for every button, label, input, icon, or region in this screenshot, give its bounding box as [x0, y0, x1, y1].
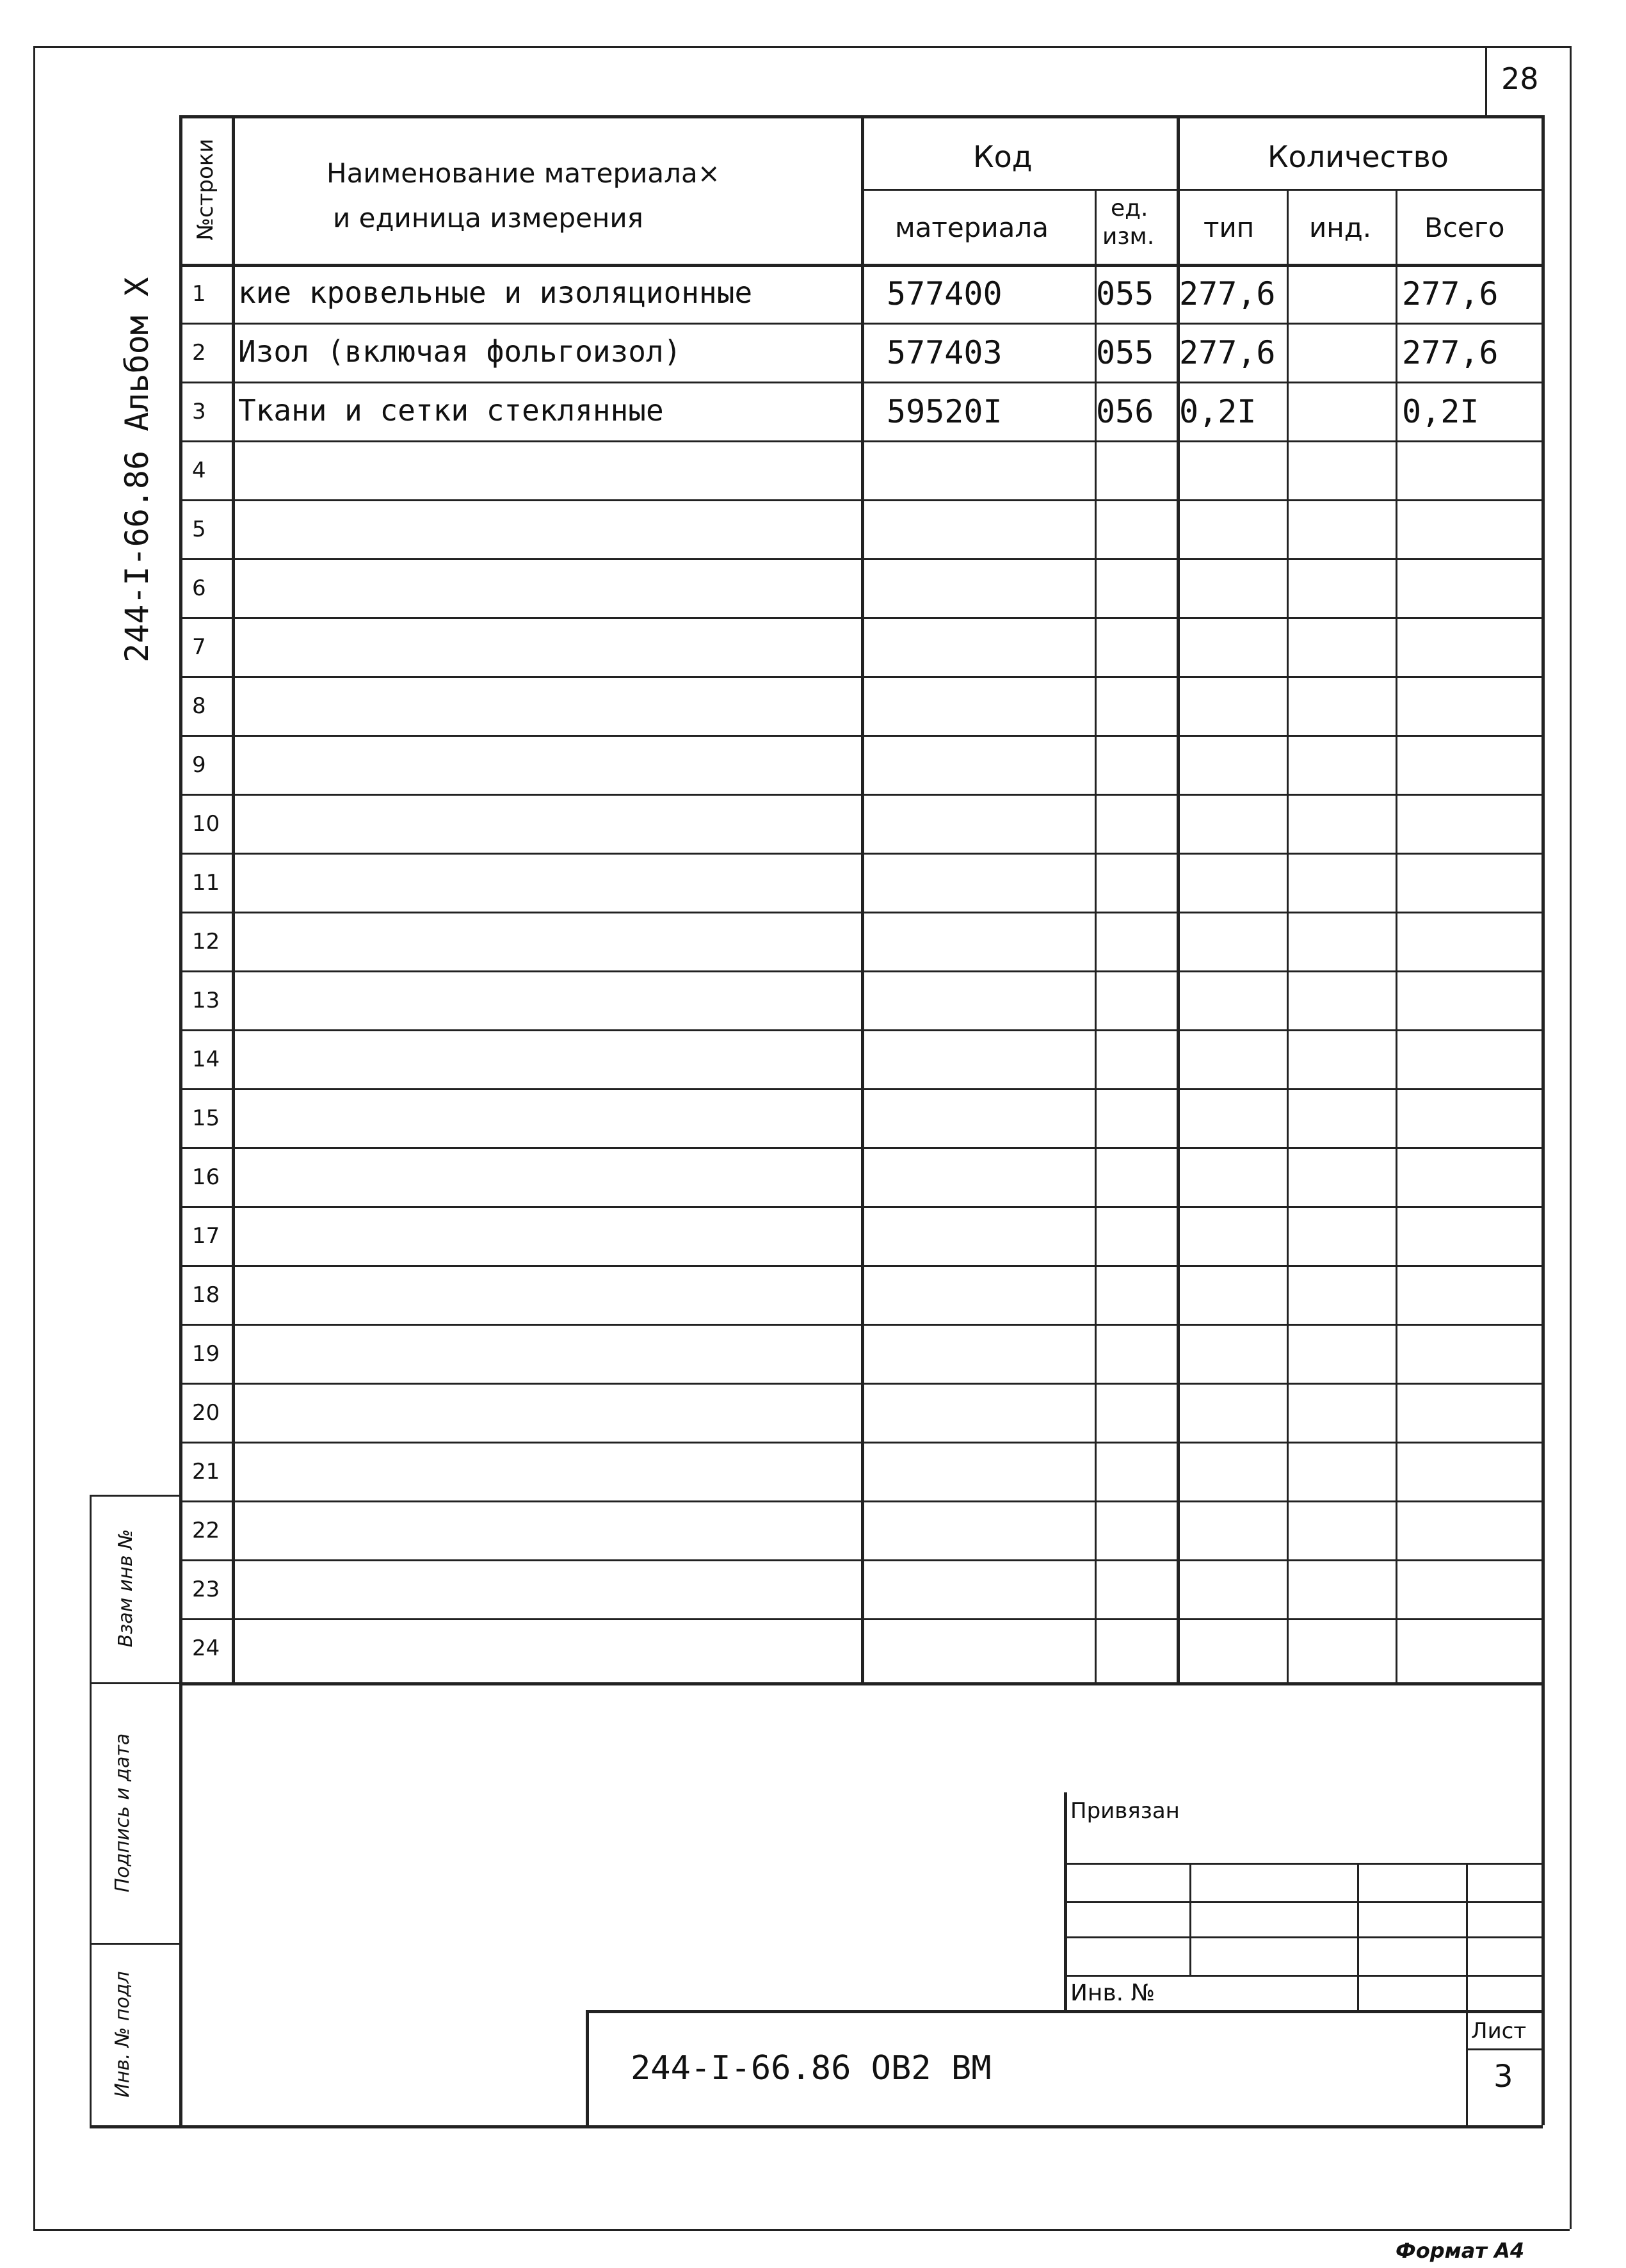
row-divider: [179, 735, 1541, 737]
row-number: 20: [192, 1400, 220, 1426]
header-code: Код: [973, 140, 1033, 174]
row-divider: [179, 382, 1541, 383]
row-number: 16: [192, 1164, 220, 1190]
row-divider: [179, 440, 1541, 442]
row-number: 24: [192, 1636, 220, 1661]
row-divider: [179, 794, 1541, 796]
row-divider: [179, 617, 1541, 619]
row-divider: [179, 1088, 1541, 1090]
header-quantity: Количество: [1268, 140, 1449, 174]
row-divider: [179, 1206, 1541, 1208]
row-number: 13: [192, 988, 220, 1013]
cell-qty-total: 277,6: [1402, 275, 1499, 312]
cell-qty-total: 0,2I: [1402, 393, 1479, 430]
row-divider: [179, 499, 1541, 501]
header-qty-total: Всего: [1424, 212, 1505, 243]
row-number: 21: [192, 1459, 220, 1484]
row-number: 7: [192, 634, 206, 660]
header-qty-ind: инд.: [1309, 212, 1372, 243]
row-number: 17: [192, 1223, 220, 1249]
row-number: 15: [192, 1106, 220, 1131]
row-number: 18: [192, 1282, 220, 1308]
row-number: 1: [192, 281, 206, 307]
format-label: Формат А4: [1396, 2239, 1525, 2263]
row-divider: [179, 1383, 1541, 1385]
row-number: 2: [192, 340, 206, 366]
row-divider: [179, 912, 1541, 913]
row-divider: [179, 1618, 1541, 1620]
row-divider: [179, 1442, 1541, 1444]
row-number: 9: [192, 752, 206, 778]
page-number: 28: [1501, 61, 1539, 96]
row-number: 19: [192, 1341, 220, 1367]
row-divider: [179, 1147, 1541, 1149]
cell-name: кие кровельные и изоляционные: [238, 275, 753, 310]
row-number: 14: [192, 1047, 220, 1072]
row-number: 5: [192, 517, 206, 542]
header-code-unit-1: ед.: [1111, 195, 1148, 221]
row-number: 12: [192, 929, 220, 954]
stamp-inv-podl: Инв. № подл: [111, 1971, 134, 2098]
header-qty-type: тип: [1203, 212, 1255, 243]
row-number: 4: [192, 458, 206, 483]
row-number: 11: [192, 870, 220, 896]
header-code-unit-2: изм.: [1102, 223, 1155, 250]
cell-unit-code: 055: [1096, 275, 1154, 312]
row-divider: [179, 1029, 1541, 1031]
cell-material-code: 59520I: [887, 393, 1002, 430]
header-code-material: материала: [895, 212, 1049, 243]
cell-qty-type: 277,6: [1179, 334, 1276, 371]
cell-unit-code: 055: [1096, 334, 1154, 371]
header-name-line2: и единица измерения: [333, 202, 643, 234]
cell-material-code: 577400: [887, 275, 1002, 312]
cell-qty-total: 277,6: [1402, 334, 1499, 371]
row-divider: [179, 676, 1541, 678]
row-number: 22: [192, 1518, 220, 1543]
row-divider: [179, 323, 1541, 325]
row-divider: [179, 1324, 1541, 1326]
row-number: 3: [192, 399, 206, 424]
row-divider: [179, 1500, 1541, 1502]
row-number: 23: [192, 1577, 220, 1602]
cell-name: Ткани и сетки стеклянные: [238, 393, 664, 428]
header-row-number: №строки: [193, 138, 218, 241]
header-name-line1: Наименование материала×: [326, 157, 720, 189]
inv-no-label: Инв. №: [1070, 1980, 1155, 2006]
cell-qty-type: 277,6: [1179, 275, 1276, 312]
privyazan-label: Привязан: [1070, 1798, 1180, 1824]
side-album-title: 244-I-66.86 Альбом X: [118, 277, 156, 663]
row-number: 8: [192, 693, 206, 719]
cell-qty-type: 0,2I: [1179, 393, 1257, 430]
stamp-signature-date: Подпись и дата: [111, 1733, 134, 1893]
sheet-label: Лист: [1471, 2018, 1527, 2044]
row-divider: [179, 1559, 1541, 1561]
cell-unit-code: 056: [1096, 393, 1154, 430]
cell-material-code: 577403: [887, 334, 1002, 371]
row-divider: [179, 558, 1541, 560]
row-number: 6: [192, 575, 206, 601]
row-divider: [179, 853, 1541, 855]
sheet-number: 3: [1493, 2059, 1513, 2095]
cell-name: Изол (включая фольгоизол): [238, 334, 682, 369]
stamp-vzam-inv: Взам инв №: [115, 1529, 137, 1648]
document-code: 244-I-66.86 ОВ2 ВМ: [631, 2049, 992, 2087]
row-divider: [179, 1265, 1541, 1267]
row-number: 10: [192, 811, 220, 837]
row-divider: [179, 970, 1541, 972]
